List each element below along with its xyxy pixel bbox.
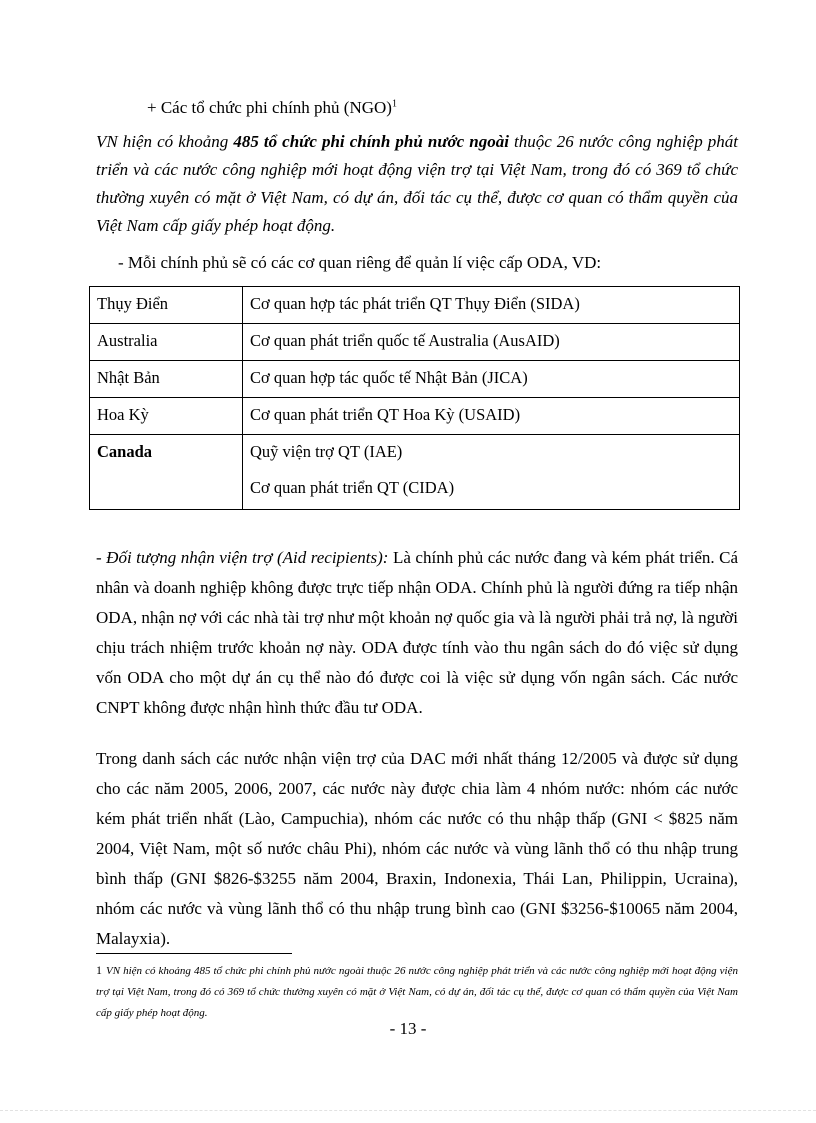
ngo-heading [147, 97, 397, 119]
agency-cell [243, 435, 740, 510]
agency-line: Cơ quan phát triển QT (CIDA) [250, 478, 455, 497]
footnote [96, 960, 738, 1024]
agency-cell: Cơ quan phát triển QT Hoa Kỳ (USAID) [243, 398, 740, 435]
country-cell: Hoa Kỳ [90, 398, 243, 435]
ngo-heading-text: + Các tổ chức phi chính phủ (NGO) [147, 98, 392, 117]
dac-groups-paragraph: Trong danh sách các nước nhận viện trợ của DAC mới nhất tháng 12/2005 và được sử dụng cho các năm 2005, 2006, 2007, các nước này được chia làm 4 nhóm nước: nhóm các nước kém phát triển nhất (Lào, Campuchia), nhóm các nước có thu nhập thấp (GNI < $825 năm 2004, Việt Nam, một số nước châu Phi), nhóm các nước và vùng lãnh thổ có thu nhập trung bình thấp (GNI $826-$3255 năm 2004, Braxin, Indonexia, Thái Lan, Philippin, Ucraina), nhóm các nước và vùng lãnh thổ có thu nhập trung bình cao (GNI $3256-$10065 năm 2004, Malayxia). [96, 749, 738, 948]
agency-cell: Cơ quan hợp tác quốc tế Nhật Bản (JICA) [243, 361, 740, 398]
footnote-separator [96, 953, 292, 954]
footnote-mark: 1 [96, 963, 102, 977]
table-row [90, 398, 740, 435]
country-cell: Nhật Bản [90, 361, 243, 398]
table-row [90, 324, 740, 361]
ngo-paragraph [96, 128, 738, 240]
agency-cell: Cơ quan phát triển quốc tế Australia (AusAID) [243, 324, 740, 361]
agency-cell: Cơ quan hợp tác phát triển QT Thụy Điển (SIDA) [243, 287, 740, 324]
country-cell: Australia [90, 324, 243, 361]
aid-recipients-text: Là chính phủ các nước đang và kém phát triển. Cá nhân và doanh nghiệp không được trực tiếp nhận ODA. Chính phủ là người đứng ra tiếp nhận ODA, nhận nợ với các nhà tài trợ như một khoản nợ quốc gia và là người phải trả nợ, là người chịu trách nhiệm trước khoản nợ này. ODA được tính vào thu ngân sách do đó việc sử dụng vốn ODA cho một dự án cụ thể nào đó được coi là việc sử dụng vốn ngân sách. Các nước CNPT không được nhận hình thức đầu tư ODA. [96, 548, 739, 717]
aid-recipients-paragraph [96, 543, 738, 723]
country-cell: Thụy Điển [90, 287, 243, 324]
table-row [90, 287, 740, 324]
ngo-paragraph-prefix: VN hiện có khoảng [96, 132, 234, 151]
aid-recipients-label: - Đối tượng nhận viện trợ (Aid recipients): [96, 548, 389, 567]
agencies-intro-line: - Mỗi chính phủ sẽ có các cơ quan riêng để quản lí việc cấp ODA, VD: [118, 253, 602, 272]
country-cell: Canada [90, 435, 243, 510]
page-bottom-edge [0, 1110, 816, 1111]
table-row [90, 361, 740, 398]
table-row [90, 435, 740, 510]
oda-agencies-table [89, 286, 740, 510]
ngo-paragraph-emphasis: 485 tổ chức phi chính phủ nước ngoài [233, 132, 509, 151]
footnote-text: VN hiện có khoảng 485 tổ chức phi chính phủ nước ngoài thuộc 26 nước công nghiệp phát triển và các nước công nghiệp mới hoạt động viện trợ tại Việt Nam, trong đó có 369 tổ chức thường xuyên có mặt ở Việt Nam, có dự án, đối tác cụ thể, được cơ quan có thẩm quyền của Việt Nam cấp giấy phép hoạt động. [96, 965, 738, 1019]
footnote-reference: 1 [391, 98, 397, 110]
agency-line: Quỹ viện trợ QT (IAE) [250, 442, 403, 461]
ngo-paragraph-suffix: thuộc 26 nước công nghiệp phát triển và các nước công nghiệp mới hoạt động viện trợ tại Việt Nam, trong đó có 369 tổ chức thường xuyên có mặt ở Việt Nam, có dự án, đối tác cụ thể, được cơ quan có thẩm quyền của Việt Nam cấp giấy phép hoạt động. [96, 132, 738, 235]
page-number: - 13 - [389, 1019, 427, 1038]
